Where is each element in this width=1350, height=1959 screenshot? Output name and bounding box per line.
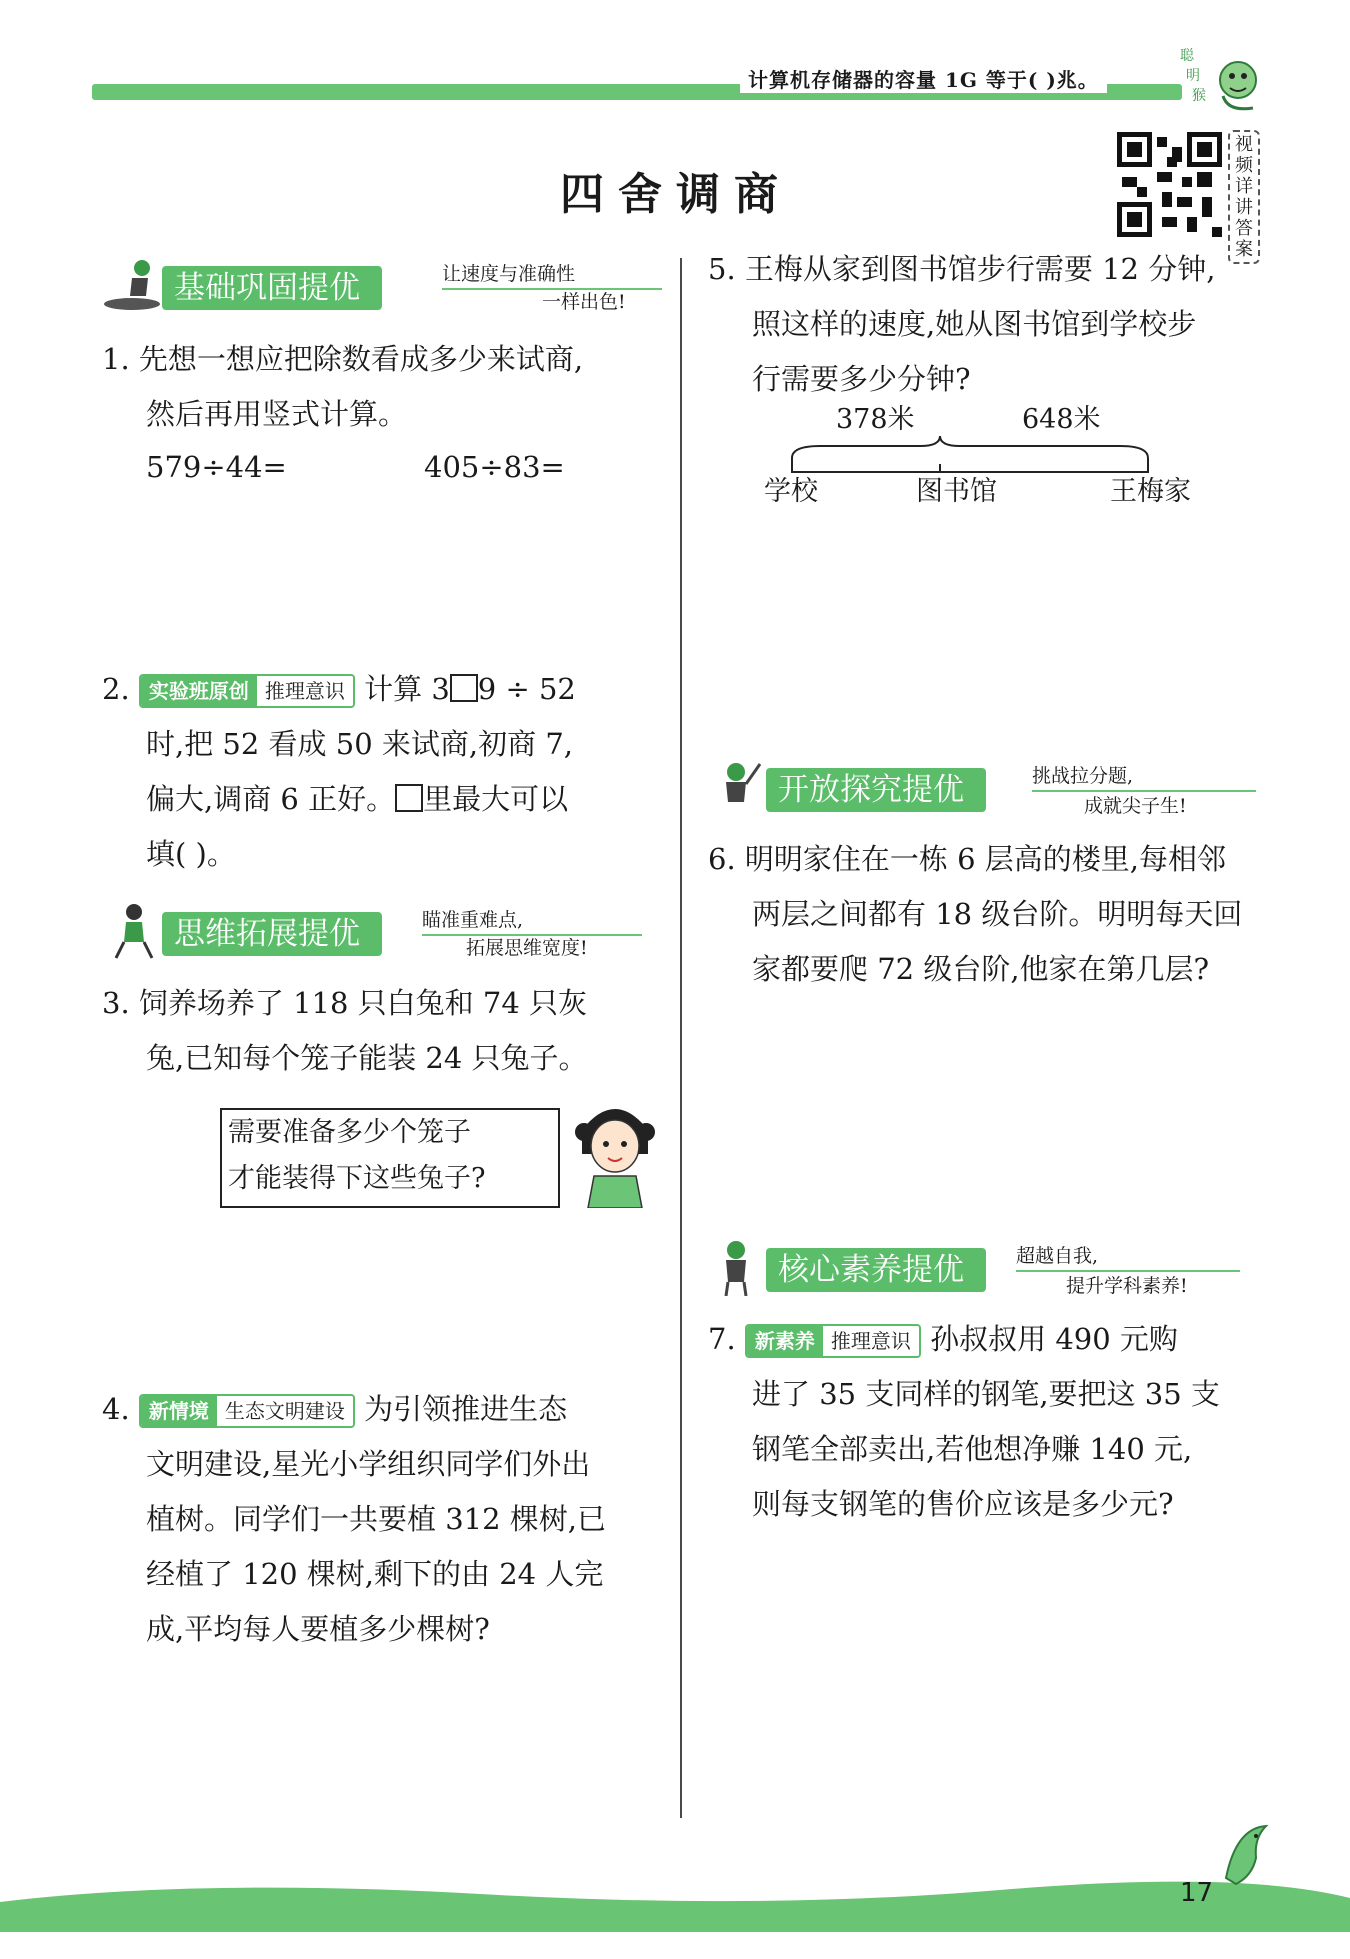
question-number: 4. — [102, 1392, 130, 1426]
question-text: 明明家住在一栋 6 层高的楼里,每相邻 — [744, 842, 1226, 876]
question-text: 饲养场养了 118 只白兔和 74 只灰 — [138, 986, 588, 1020]
question-2 — [102, 662, 662, 882]
footer-wave — [0, 1872, 1350, 1932]
section-motto-1: 让速度与准确性 — [442, 263, 576, 285]
question-text: 里最大可以 — [423, 782, 569, 816]
question-5 — [708, 242, 1268, 407]
question-number: 5. — [708, 252, 736, 286]
svg-text:聪: 聪 — [1180, 48, 1194, 64]
question-number: 6. — [708, 842, 736, 876]
question-3 — [102, 976, 662, 1086]
question-6 — [708, 832, 1268, 997]
girl-dancing-icon — [102, 902, 166, 960]
svg-text:猴: 猴 — [1192, 88, 1206, 104]
place-school: 学校 — [764, 476, 818, 507]
qr-code-icon[interactable] — [1117, 132, 1222, 237]
question-text: 照这样的速度,她从图书馆到学校步 — [752, 307, 1197, 341]
bubble-text: 才能装得下这些兔子? — [228, 1163, 486, 1194]
section-motto-2: 提升学科素养! — [1066, 1275, 1188, 1297]
boy-thinking-icon — [706, 1238, 770, 1296]
tag-context: 新情境 生态文明建设 — [139, 1394, 355, 1428]
question-text: 时,把 52 看成 50 来试商,初商 7, — [146, 727, 573, 761]
question-text: 植树。同学们一共要植 312 棵树,已 — [146, 1502, 607, 1536]
question-text: 两层之间都有 18 级台阶。明明每天回 — [752, 897, 1243, 931]
answer-blank[interactable]: 填( )。 — [146, 837, 236, 871]
expression-1: 579÷44= — [146, 450, 287, 484]
question-text: 兔,已知每个笼子能装 24 只兔子。 — [146, 1041, 588, 1075]
question-text: 王梅从家到图书馆步行需要 12 分钟, — [744, 252, 1216, 286]
qr-label: 视频详讲答案 — [1228, 130, 1260, 264]
section-banner-basic — [102, 263, 662, 313]
question-text: 成,平均每人要植多少棵树? — [146, 1612, 490, 1646]
motto-underline — [1016, 1270, 1240, 1272]
question-text: 然后再用竖式计算。 — [146, 397, 408, 431]
section-motto-1: 瞄准重难点, — [422, 909, 524, 931]
column-divider — [680, 258, 682, 1818]
place-home: 王梅家 — [1110, 476, 1191, 507]
motto-underline — [442, 288, 662, 290]
section-banner-thinking — [102, 909, 662, 959]
question-text: 文明建设,星光小学组织同学们外出 — [146, 1447, 591, 1481]
header-tip: 计算机存储器的容量 1G 等于( )兆。 — [740, 64, 1107, 93]
distance-label-2: 648米 — [1022, 404, 1101, 435]
place-library: 图书馆 — [916, 476, 997, 507]
section-motto-2: 一样出色! — [542, 291, 626, 313]
tag-original: 实验班原创 推理意识 — [139, 674, 355, 708]
section-motto-1: 挑战拉分题, — [1032, 765, 1134, 787]
page-title: 四舍调商 — [560, 169, 792, 220]
question-text: 则每支钢笔的售价应该是多少元? — [752, 1487, 1174, 1521]
question-number: 3. — [102, 986, 130, 1020]
question-text: 进了 35 支同样的钢笔,要把这 35 支 — [752, 1377, 1220, 1411]
section-motto-1: 超越自我, — [1016, 1245, 1099, 1267]
tag-literacy: 新素养 推理意识 — [745, 1324, 921, 1358]
question-number: 1. — [102, 342, 130, 376]
section-motto-2: 拓展思维宽度! — [466, 937, 588, 959]
question-number: 2. — [102, 672, 130, 706]
question-1 — [102, 332, 662, 442]
question-text: 钢笔全部卖出,若他想净赚 140 元, — [752, 1432, 1193, 1466]
boy-cheering-icon — [706, 758, 770, 816]
section-label: 思维拓展提优 — [162, 912, 382, 956]
question-text: 先想一想应把除数看成多少来试商, — [138, 342, 584, 376]
question-text: 经植了 120 棵树,剩下的由 24 人完 — [146, 1557, 604, 1591]
motto-underline — [422, 934, 642, 936]
expression-2: 405÷83= — [424, 450, 565, 484]
girl-character-icon — [574, 1096, 656, 1208]
bubble-text: 需要准备多少个笼子 — [228, 1117, 471, 1148]
section-motto-2: 成就尖子生! — [1084, 795, 1187, 817]
question-text: 偏大,调商 6 正好。 — [146, 782, 396, 816]
section-banner-open — [706, 765, 1266, 817]
blank-box[interactable] — [450, 674, 478, 702]
skateboarder-icon — [102, 256, 166, 314]
question-text: 9 ÷ 52 — [477, 672, 576, 706]
section-banner-core — [706, 1245, 1266, 1297]
section-label: 基础巩固提优 — [162, 266, 382, 310]
monkey-mascot-icon — [1168, 38, 1268, 116]
distance-label-1: 378米 — [836, 404, 915, 435]
question-text: 孙叔叔用 490 元购 — [930, 1322, 1178, 1356]
question-4 — [102, 1382, 662, 1657]
dolphin-icon — [1216, 1818, 1276, 1898]
question-text: 家都要爬 72 级台阶,他家在第几层? — [752, 952, 1210, 986]
question-text: 行需要多少分钟? — [752, 362, 971, 396]
section-label: 开放探究提优 — [766, 768, 986, 812]
svg-text:明: 明 — [1186, 68, 1200, 84]
motto-underline — [1032, 790, 1256, 792]
page-number: 17 — [1180, 1878, 1214, 1908]
question-text: 计算 3 — [364, 672, 450, 706]
question-text: 为引领推进生态 — [364, 1392, 568, 1426]
section-label: 核心素养提优 — [766, 1248, 986, 1292]
question-7 — [708, 1312, 1268, 1532]
question-number: 7. — [708, 1322, 736, 1356]
speech-bubble — [220, 1108, 560, 1208]
blank-box[interactable] — [395, 784, 423, 812]
